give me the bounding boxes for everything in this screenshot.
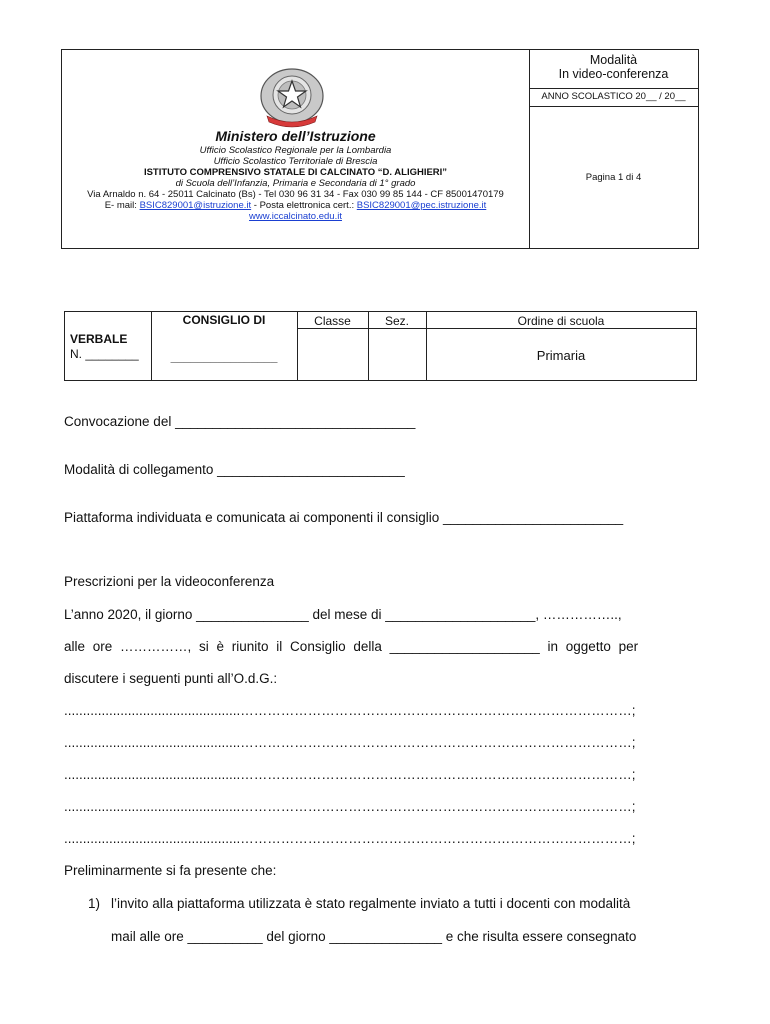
ministry-title: Ministero dell’Istruzione	[215, 128, 376, 144]
ordine-header: Ordine di scuola	[517, 314, 605, 328]
letterhead-box	[61, 49, 699, 249]
institute-subtitle: di Scuola dell’Infanzia, Primaria e Secondaria di 1° grado	[175, 178, 416, 189]
verbale-label: VERBALE	[70, 332, 128, 346]
mode-line1: Modalità	[589, 53, 638, 67]
odg-line[interactable]: ...............................................……………………………………………………………………………;	[64, 831, 636, 846]
email-link[interactable]: BSIC829001@istruzione.it	[139, 200, 252, 211]
modalita-field[interactable]: Modalità di collegamento _________________________	[64, 462, 405, 477]
odg-line[interactable]: ...............................................……………………………………………………………………………;	[64, 703, 636, 718]
odg-line[interactable]: ...............................................……………………………………………………………………………;	[64, 735, 636, 750]
odg-line[interactable]: ...............................................……………………………………………………………………………;	[64, 767, 636, 782]
mode-line2: In video-conferenza	[558, 67, 669, 81]
classe-header: Classe	[314, 314, 351, 328]
anno-line[interactable]: L’anno 2020, il giorno _______________ del mese di ____________________, ……………..,	[64, 607, 622, 622]
alle-ore-line[interactable]: alle ore ……………, si è riunito il Consiglio della ____________________ in oggetto per	[64, 639, 639, 654]
email-prefix: E- mail:	[104, 200, 140, 211]
consiglio-label: CONSIGLIO DI	[182, 313, 266, 327]
website-link[interactable]: www.iccalcinato.edu.it	[249, 211, 342, 222]
mode-divider	[529, 88, 698, 89]
odg-line[interactable]: ...............................................……………………………………………………………………………;	[64, 799, 636, 814]
item1-line1: l’invito alla piattaforma utilizzata è stato regalmente inviato a tutti i docenti con modalità	[111, 896, 631, 911]
italian-republic-emblem-icon	[255, 66, 329, 128]
prescrizioni-heading: Prescrizioni per la videoconferenza	[64, 574, 275, 589]
institute-address: Via Arnaldo n. 64 - 25011 Calcinato (Bs) - Tel 030 96 31 34 - Fax 030 99 85 144 - CF 85001470179	[87, 189, 504, 200]
item1-number: 1)	[88, 896, 101, 911]
ordine-value: Primaria	[536, 348, 586, 363]
piattaforma-field[interactable]: Piattaforma individuata e comunicata ai componenti il consiglio ________________________	[64, 510, 624, 525]
institute-name: ISTITUTO COMPRENSIVO STATALE DI CALCINATO “D. ALIGHIERI”	[143, 167, 448, 178]
school-year: ANNO SCOLASTICO 20__ / 20__	[541, 91, 686, 102]
verbale-table	[64, 311, 697, 381]
convocazione-field[interactable]: Convocazione del ________________________________	[64, 414, 416, 429]
verbale-number-field[interactable]: N. ________	[70, 347, 139, 361]
letterhead-left	[62, 50, 530, 248]
pec-link[interactable]: BSIC829001@pec.istruzione.it	[356, 200, 487, 211]
preliminarmente-heading: Preliminarmente si fa presente che:	[64, 863, 277, 878]
item1-line2[interactable]: mail alle ore __________ del giorno _______________ e che risulta essere consegnato	[111, 929, 637, 944]
row-divider	[297, 328, 696, 329]
mode-cell	[529, 50, 698, 107]
discutere-line: discutere i seguenti punti all’O.d.G.:	[64, 671, 278, 686]
regional-office: Ufficio Scolastico Regionale per la Lombardia	[199, 145, 392, 156]
territorial-office: Ufficio Scolastico Territoriale di Brescia	[213, 156, 378, 167]
website-line	[62, 211, 529, 222]
page-counter: Pagina 1 di 4	[585, 172, 642, 183]
sez-header: Sez.	[384, 314, 409, 328]
consiglio-field[interactable]: ________________	[170, 350, 278, 364]
contact-line	[62, 200, 529, 211]
pec-prefix: - Posta elettronica cert.:	[251, 200, 357, 211]
